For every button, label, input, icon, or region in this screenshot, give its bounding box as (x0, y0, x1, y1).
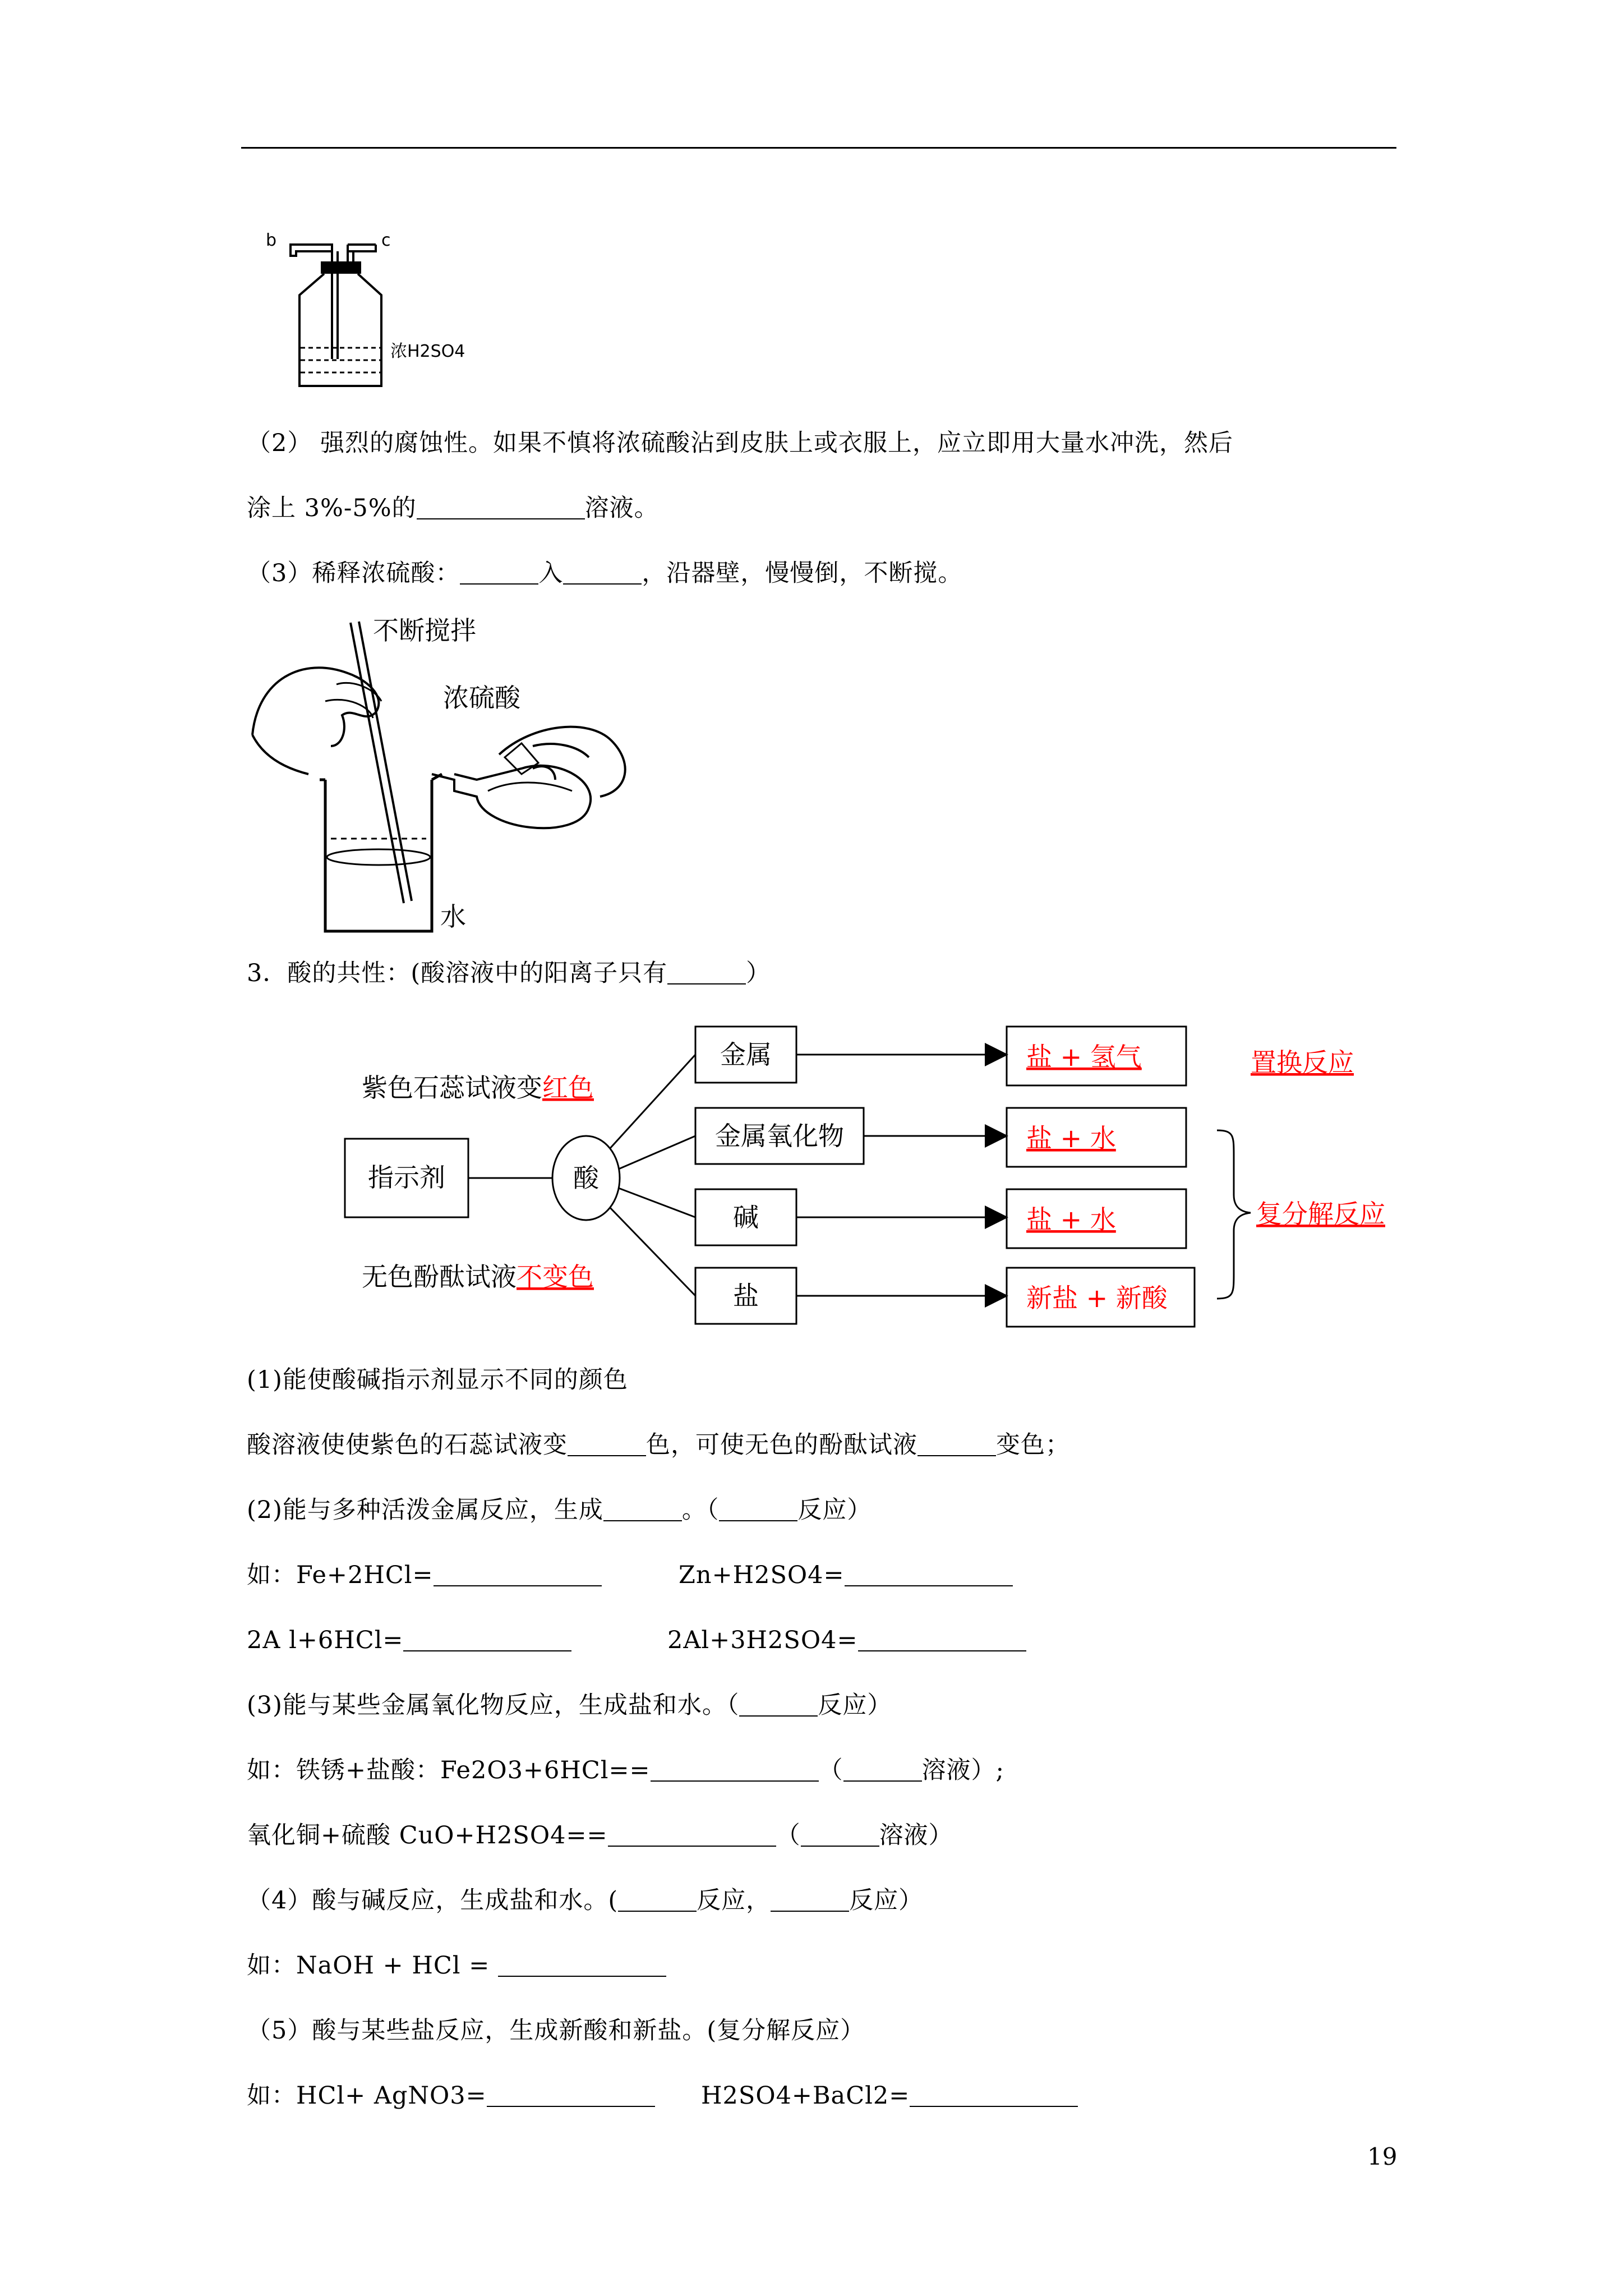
litmus-pre: 紫色石蕊试液变 (362, 1073, 542, 1103)
bracket (1217, 1130, 1251, 1299)
product-2: 盐 + 水 (1026, 1123, 1116, 1153)
q3-ex1 (247, 1754, 1004, 1787)
q1-mid: 色，可使无色的酚酞试液 (646, 1431, 917, 1459)
p2-line2-pre: 涂上 3%-5%的 (247, 494, 417, 522)
reaction-type-displacement: 置换反应 (1251, 1047, 1354, 1078)
reactant-3: 碱 (733, 1202, 759, 1232)
page-number: 19 (1367, 2143, 1398, 2170)
q1-post: 变色； (996, 1431, 1070, 1459)
q5-title: （5）酸与某些盐反应，生成新酸和新盐。(复分解反应） (247, 2017, 865, 2045)
q2-eq2: Zn+H2SO4= (679, 1561, 845, 1589)
sec3-blank[interactable] (667, 961, 746, 984)
q2-blank-1[interactable] (603, 1498, 682, 1521)
bottle-acid-label: 浓H2SO4 (390, 342, 465, 361)
q5-eq2-blank[interactable] (910, 2083, 1078, 2107)
q4-blank-2[interactable] (771, 1888, 849, 1912)
p3-mid: 入 (538, 559, 564, 587)
q5-eq-line (247, 2079, 655, 2113)
q2-line (247, 1493, 872, 1527)
q2-eq4-blank[interactable] (858, 1628, 1026, 1651)
product-3: 盐 + 水 (1026, 1204, 1116, 1235)
q2-eq3-blank[interactable] (403, 1628, 571, 1651)
dilution-illustration (241, 611, 645, 948)
product-4: 新盐 + 新酸 (1026, 1283, 1168, 1313)
q2-eq-line-1 (247, 1558, 602, 1592)
p3-blank-1[interactable] (460, 561, 538, 585)
reactant-2: 金属氧化物 (715, 1121, 844, 1151)
q4-eq: 如：NaOH + HCl = (247, 1952, 498, 1980)
q4-blank-1[interactable] (618, 1888, 697, 1912)
phenol-label (362, 1262, 594, 1292)
acid-label: 酸 (573, 1163, 599, 1193)
q1-line (247, 1428, 1070, 1462)
reactant-4: 盐 (733, 1281, 759, 1311)
dilution-acid-label: 浓硫酸 (443, 683, 520, 713)
q3-ex1-blank-1[interactable] (651, 1758, 819, 1782)
q2-eq2-blank[interactable] (845, 1563, 1013, 1586)
q2-eq4: 2Al+3H2SO4= (667, 1626, 858, 1654)
q2-eq3: 2A l+6HCl= (247, 1626, 404, 1654)
q2-blank-2[interactable] (719, 1498, 797, 1521)
litmus-red: 红色 (542, 1073, 594, 1103)
q5-eq2-wrap (701, 2079, 1078, 2113)
q3-ex2 (247, 1819, 953, 1852)
dilution-stir-label: 不断搅拌 (373, 615, 476, 646)
q3-ex2-blank-2[interactable] (801, 1823, 879, 1847)
product-1: 盐 + 氢气 (1026, 1042, 1142, 1072)
q2-eq1-blank[interactable] (434, 1563, 602, 1586)
q5-eq2: H2SO4+BaCl2= (701, 2082, 910, 2110)
q4-line (247, 1884, 923, 1917)
gas-washing-bottle-figure (264, 224, 499, 398)
q5-eq1-blank[interactable] (487, 2083, 655, 2107)
q2-mid: 。（ (681, 1496, 720, 1524)
q2-eq-line-2 (247, 1623, 571, 1657)
q3-ex1-blank-2[interactable] (843, 1758, 922, 1782)
phenol-pre: 无色酚酞试液 (362, 1262, 517, 1292)
q4-post: 反应） (849, 1887, 924, 1915)
q1-blank-1[interactable] (568, 1433, 646, 1456)
q2-post: 反应） (797, 1496, 872, 1524)
p2-blank[interactable] (417, 496, 585, 519)
q1-title: (1)能使酸碱指示剂显示不同的颜色 (247, 1366, 628, 1394)
q3-ex1-mid: （ (818, 1756, 843, 1784)
q3-pre: (3)能与某些金属氧化物反应，生成盐和水。（ (247, 1691, 740, 1719)
q3-ex2-blank-1[interactable] (608, 1823, 776, 1847)
q4-pre: （4）酸与碱反应，生成盐和水。( (247, 1887, 619, 1915)
acid-properties-flowchart (314, 1010, 1413, 1358)
q2-pre: (2)能与多种活泼金属反应，生成 (247, 1496, 603, 1524)
q1-blank-2[interactable] (917, 1433, 996, 1456)
phenol-red: 不变色 (517, 1262, 594, 1292)
q5-eq1: 如：HCl+ AgNO3= (247, 2082, 487, 2110)
reactant-1: 金属 (720, 1039, 772, 1070)
q2-eq2-wrap (679, 1558, 1013, 1592)
q4-mid: 反应， (697, 1887, 771, 1915)
q3-blank[interactable] (739, 1693, 818, 1717)
sec3-post: ） (746, 959, 771, 987)
q3-line (247, 1688, 892, 1722)
bottle-label-b: b (266, 231, 277, 250)
q4-eq-blank[interactable] (498, 1953, 666, 1977)
dilution-water-label: 水 (440, 901, 466, 932)
p2-line2 (247, 491, 659, 525)
q3-ex2-post: 溶液） (879, 1821, 953, 1849)
reaction-type-double-displacement: 复分解反应 (1256, 1199, 1385, 1229)
p2-line1: （2） 强烈的腐蚀性。如果不慎将浓硫酸沾到皮肤上或衣服上，应立即用大量水冲洗，然后 (247, 429, 1234, 457)
indicator-label: 指示剂 (368, 1162, 445, 1193)
q2-eq1: 如：Fe+2HCl= (247, 1561, 434, 1589)
q3-ex1-post: 溶液）; (921, 1756, 1005, 1784)
p2-line2-post: 溶液。 (584, 494, 659, 522)
q3-ex2-pre: 氧化铜+硫酸 CuO+H2SO4== (247, 1821, 608, 1849)
q1-pre: 酸溶液使使紫色的石蕊试液变 (247, 1431, 568, 1459)
bottle-label-c: c (381, 231, 391, 250)
p3-blank-2[interactable] (563, 561, 642, 585)
p3-pre: （3）稀释浓硫酸： (247, 559, 460, 587)
sec3-pre: 3．酸的共性：(酸溶液中的阳离子只有 (247, 959, 668, 987)
q2-eq4-wrap (667, 1623, 1026, 1657)
header-rule (241, 147, 1396, 149)
q3-ex1-pre: 如：铁锈+盐酸：Fe2O3+6HCl== (247, 1756, 651, 1784)
q3-post: 反应） (818, 1691, 892, 1719)
q3-ex2-mid: （ (776, 1821, 801, 1849)
litmus-label (362, 1073, 594, 1103)
p3-line (247, 556, 962, 590)
p3-post: ，沿器壁，慢慢倒，不断搅。 (642, 559, 963, 587)
q4-eq-line (247, 1949, 666, 1982)
sec3-line (247, 956, 771, 990)
